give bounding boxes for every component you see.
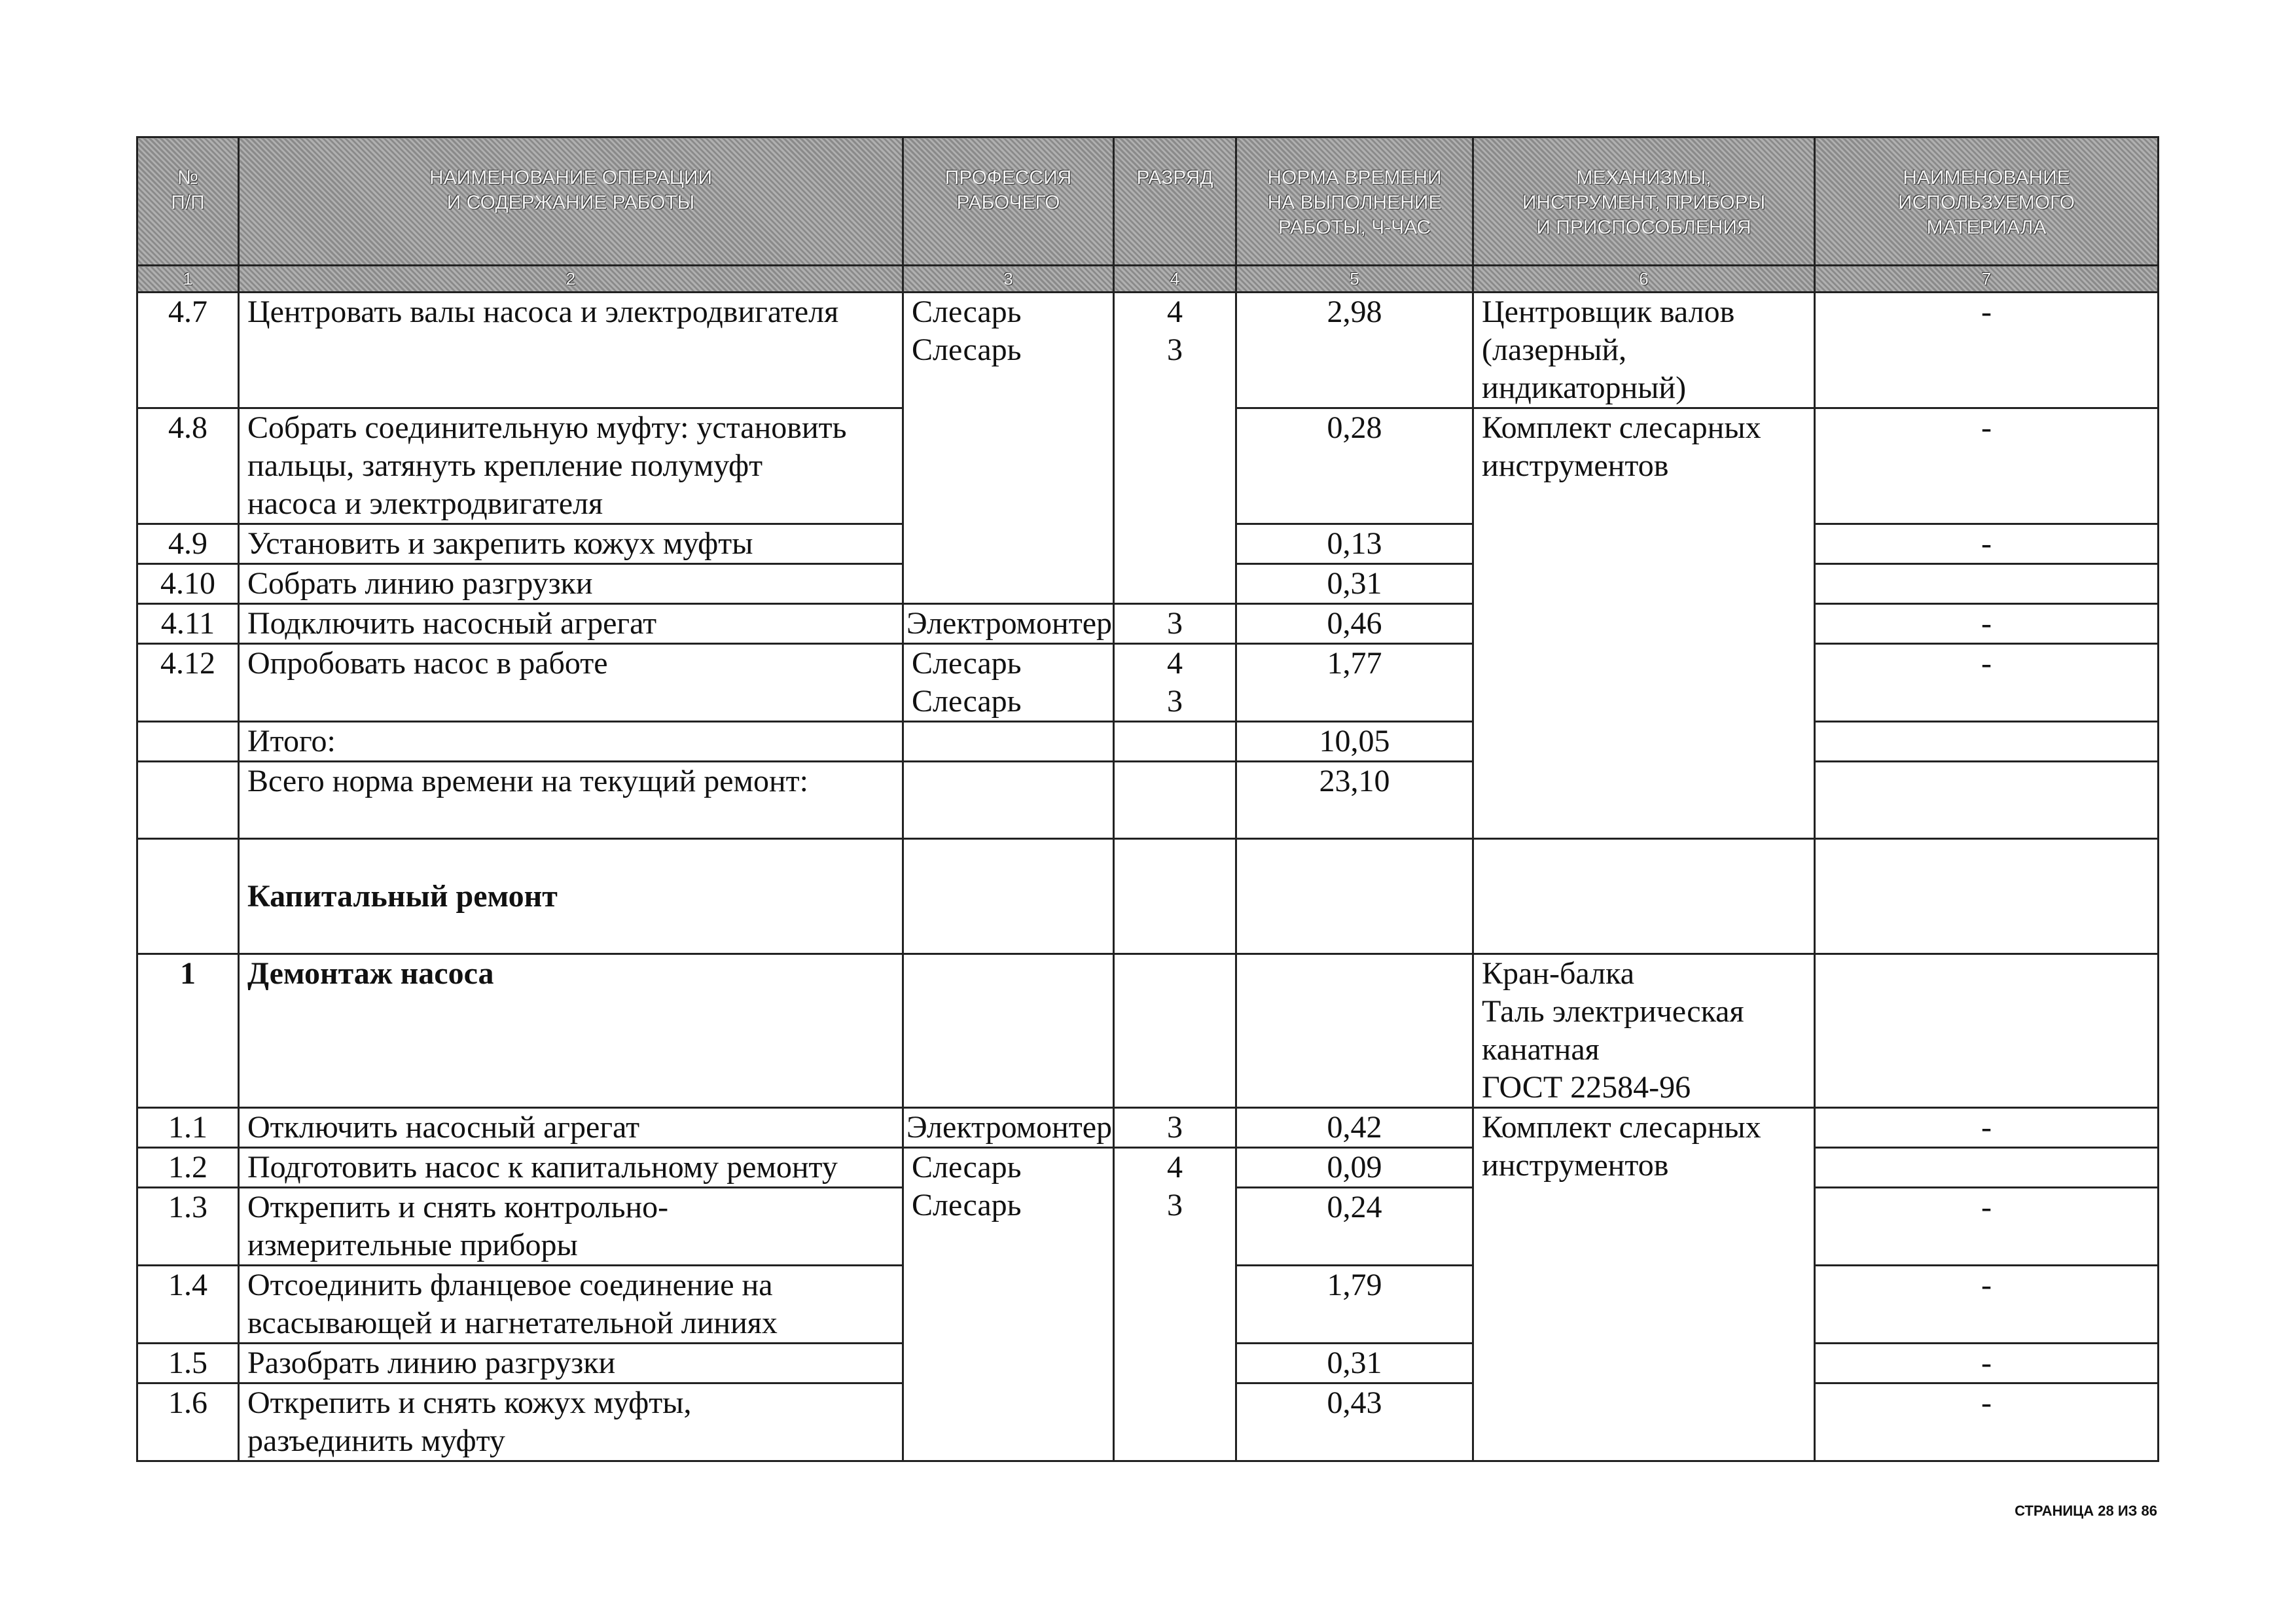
time-norm-cell: 0,09 <box>1236 1148 1473 1188</box>
column-number: 6 <box>1473 266 1815 293</box>
table-row <box>137 1148 2159 1188</box>
column-number: 2 <box>239 266 903 293</box>
material-cell <box>1815 954 2159 1108</box>
material-cell <box>1815 722 2159 762</box>
time-norm-cell: 0,43 <box>1236 1383 1473 1461</box>
header-tools: МЕХАНИЗМЫ, ИНСТРУМЕНТ, ПРИБОРЫ И ПРИСПОСОБЛЕНИЯ <box>1473 137 1815 266</box>
header-grade: РАЗРЯД <box>1114 137 1236 266</box>
header-profession: ПРОФЕССИЯ РАБОЧЕГО <box>903 137 1114 266</box>
time-norm-cell: 0,24 <box>1236 1188 1473 1266</box>
subtotal-label: Итого: <box>239 722 903 762</box>
row-number: 4.11 <box>137 604 239 644</box>
time-norm-cell <box>1236 954 1473 1108</box>
profession-cell: Электромонтер <box>903 604 1114 644</box>
profession-cell: Слесарь Слесарь <box>903 1148 1114 1461</box>
tools-cell: Кран-балка Таль электрическая канатная ГОСТ 22584-96 <box>1473 954 1815 1108</box>
table-row <box>137 604 2159 644</box>
material-cell: - <box>1815 1344 2159 1383</box>
material-cell: - <box>1815 1188 2159 1266</box>
row-number: 4.9 <box>137 524 239 564</box>
operation-cell: Подключить насосный агрегат <box>239 604 903 644</box>
row-number: 1.4 <box>137 1266 239 1344</box>
profession-cell <box>903 722 1114 762</box>
column-number: 4 <box>1114 266 1236 293</box>
column-number-row <box>137 266 2159 293</box>
page-number-label: СТРАНИЦА 28 ИЗ 86 <box>2015 1503 2157 1519</box>
time-norm-cell: 0,42 <box>1236 1108 1473 1148</box>
operation-cell: Собрать линию разгрузки <box>239 564 903 604</box>
tools-cell: Центровщик валов (лазерный, индикаторный) <box>1473 293 1815 408</box>
table-row <box>137 293 2159 408</box>
tools-cell <box>1473 839 1815 954</box>
material-cell <box>1815 839 2159 954</box>
row-number: 1.3 <box>137 1188 239 1266</box>
time-norm-cell: 1,77 <box>1236 644 1473 722</box>
row-number: 4.10 <box>137 564 239 604</box>
row-number <box>137 722 239 762</box>
operation-cell: Подготовить насос к капитальному ремонту <box>239 1148 903 1188</box>
time-norm-cell: 0,31 <box>1236 1344 1473 1383</box>
work-norms-table <box>136 136 2159 1462</box>
profession-cell <box>903 762 1114 839</box>
time-norm-cell <box>1236 839 1473 954</box>
column-number: 5 <box>1236 266 1473 293</box>
material-cell: - <box>1815 644 2159 722</box>
time-norm-cell: 0,31 <box>1236 564 1473 604</box>
table-row <box>137 954 2159 1108</box>
tools-cell: Комплект слесарных инструментов <box>1473 1108 1815 1461</box>
subtotal-time: 10,05 <box>1236 722 1473 762</box>
total-time: 23,10 <box>1236 762 1473 839</box>
total-row <box>137 762 2159 839</box>
profession-cell: Слесарь Слесарь <box>903 293 1114 604</box>
grade-cell <box>1114 839 1236 954</box>
column-number: 7 <box>1815 266 2159 293</box>
material-cell: - <box>1815 408 2159 524</box>
header-time-norm: НОРМА ВРЕМЕНИ НА ВЫПОЛНЕНИЕ РАБОТЫ, Ч-ЧАС <box>1236 137 1473 266</box>
material-cell: - <box>1815 1383 2159 1461</box>
time-norm-cell: 0,13 <box>1236 524 1473 564</box>
operation-cell: Опробовать насос в работе <box>239 644 903 722</box>
material-cell: - <box>1815 293 2159 408</box>
total-label: Всего норма времени на текущий ремонт: <box>239 762 903 839</box>
grade-cell: 3 <box>1114 1108 1236 1148</box>
grade-cell <box>1114 762 1236 839</box>
time-norm-cell: 0,28 <box>1236 408 1473 524</box>
material-cell: - <box>1815 1108 2159 1148</box>
material-cell <box>1815 1148 2159 1188</box>
section-heading-row <box>137 839 2159 954</box>
material-cell: - <box>1815 524 2159 564</box>
header-material: НАИМЕНОВАНИЕ ИСПОЛЬЗУЕМОГО МАТЕРИАЛА <box>1815 137 2159 266</box>
section-heading: Капитальный ремонт <box>239 839 903 954</box>
row-number <box>137 839 239 954</box>
column-number: 1 <box>137 266 239 293</box>
column-number: 3 <box>903 266 1114 293</box>
row-number: 1 <box>137 954 239 1108</box>
grade-cell: 4 3 <box>1114 293 1236 604</box>
row-number: 1.6 <box>137 1383 239 1461</box>
operation-cell: Демонтаж насоса <box>239 954 903 1108</box>
time-norm-cell: 2,98 <box>1236 293 1473 408</box>
tools-cell <box>1815 762 2159 839</box>
grade-cell <box>1114 954 1236 1108</box>
material-cell: - <box>1815 604 2159 644</box>
row-number: 1.1 <box>137 1108 239 1148</box>
operation-cell: Установить и закрепить кожух муфты <box>239 524 903 564</box>
material-cell: - <box>1815 1266 2159 1344</box>
row-number: 1.5 <box>137 1344 239 1383</box>
grade-cell: 4 3 <box>1114 1148 1236 1461</box>
grade-cell: 3 <box>1114 604 1236 644</box>
operation-cell: Отключить насосный агрегат <box>239 1108 903 1148</box>
operation-cell: Разобрать линию разгрузки <box>239 1344 903 1383</box>
subtotal-row <box>137 722 2159 762</box>
material-cell <box>1815 564 2159 604</box>
profession-cell <box>903 839 1114 954</box>
time-norm-cell: 1,79 <box>1236 1266 1473 1344</box>
row-number: 4.8 <box>137 408 239 524</box>
operation-cell: Собрать соединительную муфту: установить пальцы, затянуть крепление полумуфт насоса и электродвигателя <box>239 408 903 524</box>
operation-cell: Центровать валы насоса и электродвигателя <box>239 293 903 408</box>
header-operation: НАИМЕНОВАНИЕ ОПЕРАЦИИ И СОДЕРЖАНИЕ РАБОТЫ <box>239 137 903 266</box>
row-number: 4.12 <box>137 644 239 722</box>
row-number: 1.2 <box>137 1148 239 1188</box>
table-row <box>137 1108 2159 1148</box>
row-number <box>137 762 239 839</box>
profession-cell: Электромонтер <box>903 1108 1114 1148</box>
header-number: № П/П <box>137 137 239 266</box>
grade-cell <box>1114 722 1236 762</box>
grade-cell: 4 3 <box>1114 644 1236 722</box>
table-header-row <box>137 137 2159 266</box>
row-number: 4.7 <box>137 293 239 408</box>
time-norm-cell: 0,46 <box>1236 604 1473 644</box>
operation-cell: Отсоединить фланцевое соединение на всасывающей и нагнетательной линиях <box>239 1266 903 1344</box>
operation-cell: Открепить и снять кожух муфты, разъединить муфту <box>239 1383 903 1461</box>
table-row <box>137 644 2159 722</box>
profession-cell <box>903 954 1114 1108</box>
operation-cell: Открепить и снять контрольно- измерительные приборы <box>239 1188 903 1266</box>
profession-cell: Слесарь Слесарь <box>903 644 1114 722</box>
tools-cell: Комплект слесарных инструментов <box>1473 408 1815 839</box>
